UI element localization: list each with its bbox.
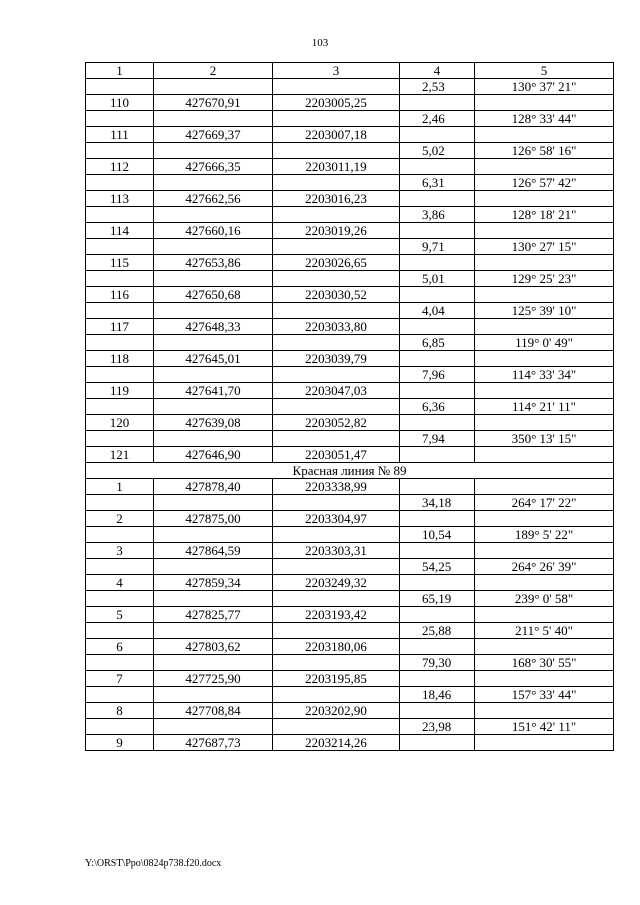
x-coordinate-cell: 427650,68 <box>154 287 273 303</box>
y-coordinate-cell <box>273 271 400 287</box>
y-coordinate-cell: 2203030,52 <box>273 287 400 303</box>
table-row <box>86 255 614 271</box>
y-coordinate-cell <box>273 431 400 447</box>
header-cell: 2 <box>154 63 273 79</box>
x-coordinate-cell: 427864,59 <box>154 543 273 559</box>
point-number-cell <box>86 431 154 447</box>
section-row <box>86 463 614 479</box>
point-number-cell <box>86 591 154 607</box>
x-coordinate-cell: 427669,37 <box>154 127 273 143</box>
x-coordinate-cell <box>154 495 273 511</box>
table-row <box>86 351 614 367</box>
table-row <box>86 447 614 463</box>
header-cell: 4 <box>400 63 475 79</box>
point-number-cell <box>86 367 154 383</box>
bearing-cell <box>475 351 614 367</box>
point-number-cell: 4 <box>86 575 154 591</box>
point-number-cell <box>86 207 154 223</box>
x-coordinate-cell: 427875,00 <box>154 511 273 527</box>
x-coordinate-cell <box>154 239 273 255</box>
x-coordinate-cell: 427645,01 <box>154 351 273 367</box>
y-coordinate-cell: 2203005,25 <box>273 95 400 111</box>
bearing-cell <box>475 607 614 623</box>
x-coordinate-cell: 427660,16 <box>154 223 273 239</box>
y-coordinate-cell: 2203249,32 <box>273 575 400 591</box>
table-row <box>86 399 614 415</box>
point-number-cell: 121 <box>86 447 154 463</box>
bearing-cell <box>475 735 614 751</box>
distance-cell <box>400 95 475 111</box>
table-row <box>86 735 614 751</box>
bearing-cell <box>475 511 614 527</box>
bearing-cell: 350° 13' 15" <box>475 431 614 447</box>
x-coordinate-cell: 427641,70 <box>154 383 273 399</box>
y-coordinate-cell <box>273 111 400 127</box>
bearing-cell: 157° 33' 44" <box>475 687 614 703</box>
table-row <box>86 191 614 207</box>
y-coordinate-cell: 2203338,99 <box>273 479 400 495</box>
y-coordinate-cell: 2203195,85 <box>273 671 400 687</box>
distance-cell <box>400 415 475 431</box>
table-row <box>86 223 614 239</box>
x-coordinate-cell <box>154 655 273 671</box>
point-number-cell: 118 <box>86 351 154 367</box>
x-coordinate-cell: 427825,77 <box>154 607 273 623</box>
point-number-cell: 114 <box>86 223 154 239</box>
table-row <box>86 639 614 655</box>
y-coordinate-cell <box>273 495 400 511</box>
x-coordinate-cell <box>154 591 273 607</box>
table-row <box>86 319 614 335</box>
point-number-cell: 112 <box>86 159 154 175</box>
bearing-cell: 239° 0' 58" <box>475 591 614 607</box>
bearing-cell: 189° 5' 22" <box>475 527 614 543</box>
table-body <box>86 79 614 751</box>
x-coordinate-cell: 427653,86 <box>154 255 273 271</box>
table-row <box>86 415 614 431</box>
table-row <box>86 95 614 111</box>
table-row <box>86 159 614 175</box>
x-coordinate-cell <box>154 143 273 159</box>
y-coordinate-cell: 2203214,26 <box>273 735 400 751</box>
point-number-cell <box>86 271 154 287</box>
section-title: Красная линия № 89 <box>86 463 614 479</box>
y-coordinate-cell: 2203019,26 <box>273 223 400 239</box>
x-coordinate-cell <box>154 79 273 95</box>
table-row <box>86 623 614 639</box>
point-number-cell: 5 <box>86 607 154 623</box>
bearing-cell <box>475 287 614 303</box>
table-row <box>86 607 614 623</box>
distance-cell: 9,71 <box>400 239 475 255</box>
table-row <box>86 79 614 95</box>
bearing-cell: 130° 27' 15" <box>475 239 614 255</box>
x-coordinate-cell: 427639,08 <box>154 415 273 431</box>
y-coordinate-cell <box>273 143 400 159</box>
x-coordinate-cell <box>154 175 273 191</box>
point-number-cell: 119 <box>86 383 154 399</box>
table-row <box>86 335 614 351</box>
bearing-cell <box>475 543 614 559</box>
bearing-cell: 128° 18' 21" <box>475 207 614 223</box>
bearing-cell <box>475 159 614 175</box>
x-coordinate-cell: 427648,33 <box>154 319 273 335</box>
header-cell: 3 <box>273 63 400 79</box>
y-coordinate-cell <box>273 719 400 735</box>
y-coordinate-cell: 2203011,19 <box>273 159 400 175</box>
x-coordinate-cell <box>154 719 273 735</box>
x-coordinate-cell <box>154 271 273 287</box>
point-number-cell <box>86 527 154 543</box>
point-number-cell <box>86 495 154 511</box>
y-coordinate-cell: 2203051,47 <box>273 447 400 463</box>
x-coordinate-cell: 427708,84 <box>154 703 273 719</box>
bearing-cell <box>475 191 614 207</box>
bearing-cell <box>475 447 614 463</box>
bearing-cell <box>475 575 614 591</box>
point-number-cell <box>86 687 154 703</box>
y-coordinate-cell <box>273 335 400 351</box>
header-cell: 1 <box>86 63 154 79</box>
bearing-cell <box>475 639 614 655</box>
point-number-cell: 111 <box>86 127 154 143</box>
x-coordinate-cell <box>154 623 273 639</box>
table-row <box>86 719 614 735</box>
y-coordinate-cell <box>273 175 400 191</box>
x-coordinate-cell <box>154 687 273 703</box>
bearing-cell <box>475 383 614 399</box>
x-coordinate-cell: 427666,35 <box>154 159 273 175</box>
y-coordinate-cell <box>273 623 400 639</box>
bearing-cell <box>475 255 614 271</box>
distance-cell: 18,46 <box>400 687 475 703</box>
bearing-cell: 126° 58' 16" <box>475 143 614 159</box>
table-row <box>86 303 614 319</box>
distance-cell: 7,94 <box>400 431 475 447</box>
point-number-cell <box>86 143 154 159</box>
y-coordinate-cell <box>273 655 400 671</box>
bearing-cell: 125° 39' 10" <box>475 303 614 319</box>
distance-cell <box>400 223 475 239</box>
table-row <box>86 383 614 399</box>
point-number-cell: 2 <box>86 511 154 527</box>
y-coordinate-cell <box>273 399 400 415</box>
table-row <box>86 703 614 719</box>
distance-cell <box>400 607 475 623</box>
y-coordinate-cell <box>273 367 400 383</box>
distance-cell <box>400 383 475 399</box>
point-number-cell <box>86 175 154 191</box>
distance-cell <box>400 671 475 687</box>
bearing-cell: 264° 17' 22" <box>475 495 614 511</box>
y-coordinate-cell <box>273 303 400 319</box>
distance-cell: 34,18 <box>400 495 475 511</box>
table-row <box>86 511 614 527</box>
header-cell: 5 <box>475 63 614 79</box>
y-coordinate-cell: 2203047,03 <box>273 383 400 399</box>
x-coordinate-cell <box>154 335 273 351</box>
table-row <box>86 543 614 559</box>
y-coordinate-cell: 2203193,42 <box>273 607 400 623</box>
distance-cell <box>400 703 475 719</box>
point-number-cell <box>86 111 154 127</box>
distance-cell: 6,36 <box>400 399 475 415</box>
bearing-cell: 128° 33' 44" <box>475 111 614 127</box>
table-row <box>86 671 614 687</box>
point-number-cell <box>86 719 154 735</box>
distance-cell <box>400 479 475 495</box>
distance-cell: 23,98 <box>400 719 475 735</box>
bearing-cell: 151° 42' 11" <box>475 719 614 735</box>
bearing-cell: 168° 30' 55" <box>475 655 614 671</box>
y-coordinate-cell: 2203039,79 <box>273 351 400 367</box>
y-coordinate-cell: 2203303,31 <box>273 543 400 559</box>
point-number-cell <box>86 79 154 95</box>
y-coordinate-cell: 2203033,80 <box>273 319 400 335</box>
bearing-cell: 211° 5' 40" <box>475 623 614 639</box>
point-number-cell <box>86 399 154 415</box>
distance-cell: 2,46 <box>400 111 475 127</box>
point-number-cell <box>86 559 154 575</box>
bearing-cell <box>475 703 614 719</box>
y-coordinate-cell <box>273 79 400 95</box>
point-number-cell: 115 <box>86 255 154 271</box>
y-coordinate-cell <box>273 527 400 543</box>
x-coordinate-cell <box>154 431 273 447</box>
table-row <box>86 655 614 671</box>
y-coordinate-cell: 2203016,23 <box>273 191 400 207</box>
x-coordinate-cell <box>154 367 273 383</box>
y-coordinate-cell <box>273 559 400 575</box>
x-coordinate-cell: 427670,91 <box>154 95 273 111</box>
point-number-cell <box>86 239 154 255</box>
x-coordinate-cell: 427878,40 <box>154 479 273 495</box>
table-row <box>86 143 614 159</box>
table-row <box>86 495 614 511</box>
x-coordinate-cell <box>154 303 273 319</box>
distance-cell: 5,02 <box>400 143 475 159</box>
distance-cell: 54,25 <box>400 559 475 575</box>
y-coordinate-cell <box>273 687 400 703</box>
point-number-cell <box>86 303 154 319</box>
distance-cell <box>400 735 475 751</box>
distance-cell: 25,88 <box>400 623 475 639</box>
x-coordinate-cell <box>154 111 273 127</box>
table-row <box>86 111 614 127</box>
table-row <box>86 559 614 575</box>
x-coordinate-cell <box>154 527 273 543</box>
y-coordinate-cell: 2203007,18 <box>273 127 400 143</box>
point-number-cell: 120 <box>86 415 154 431</box>
distance-cell <box>400 159 475 175</box>
y-coordinate-cell: 2203052,82 <box>273 415 400 431</box>
bearing-cell: 129° 25' 23" <box>475 271 614 287</box>
x-coordinate-cell: 427687,73 <box>154 735 273 751</box>
bearing-cell <box>475 479 614 495</box>
footer-file-path: Y:\ORST\Ppo\0824p738.f20.docx <box>85 858 222 869</box>
point-number-cell: 117 <box>86 319 154 335</box>
table-header-row <box>86 63 614 79</box>
distance-cell <box>400 127 475 143</box>
bearing-cell <box>475 671 614 687</box>
bearing-cell: 264° 26' 39" <box>475 559 614 575</box>
bearing-cell <box>475 415 614 431</box>
y-coordinate-cell: 2203026,65 <box>273 255 400 271</box>
y-coordinate-cell: 2203202,90 <box>273 703 400 719</box>
point-number-cell: 3 <box>86 543 154 559</box>
x-coordinate-cell <box>154 559 273 575</box>
table-row <box>86 207 614 223</box>
x-coordinate-cell: 427859,34 <box>154 575 273 591</box>
point-number-cell: 9 <box>86 735 154 751</box>
table-row <box>86 591 614 607</box>
bearing-cell <box>475 223 614 239</box>
bearing-cell: 126° 57' 42" <box>475 175 614 191</box>
bearing-cell <box>475 127 614 143</box>
table-row <box>86 367 614 383</box>
point-number-cell <box>86 655 154 671</box>
distance-cell <box>400 447 475 463</box>
distance-cell <box>400 543 475 559</box>
bearing-cell <box>475 95 614 111</box>
distance-cell <box>400 511 475 527</box>
table-row <box>86 127 614 143</box>
distance-cell <box>400 191 475 207</box>
table-row <box>86 287 614 303</box>
coordinates-table <box>85 62 614 751</box>
x-coordinate-cell <box>154 399 273 415</box>
distance-cell: 5,01 <box>400 271 475 287</box>
distance-cell: 10,54 <box>400 527 475 543</box>
x-coordinate-cell: 427803,62 <box>154 639 273 655</box>
y-coordinate-cell: 2203304,97 <box>273 511 400 527</box>
distance-cell <box>400 255 475 271</box>
distance-cell: 6,31 <box>400 175 475 191</box>
table-row <box>86 175 614 191</box>
x-coordinate-cell: 427725,90 <box>154 671 273 687</box>
point-number-cell: 6 <box>86 639 154 655</box>
table-row <box>86 687 614 703</box>
table-row <box>86 239 614 255</box>
distance-cell: 6,85 <box>400 335 475 351</box>
bearing-cell: 130° 37' 21" <box>475 79 614 95</box>
point-number-cell: 116 <box>86 287 154 303</box>
y-coordinate-cell <box>273 591 400 607</box>
distance-cell: 7,96 <box>400 367 475 383</box>
point-number-cell <box>86 623 154 639</box>
bearing-cell <box>475 319 614 335</box>
distance-cell: 4,04 <box>400 303 475 319</box>
x-coordinate-cell <box>154 207 273 223</box>
distance-cell: 65,19 <box>400 591 475 607</box>
distance-cell <box>400 575 475 591</box>
y-coordinate-cell <box>273 207 400 223</box>
distance-cell <box>400 351 475 367</box>
distance-cell <box>400 319 475 335</box>
distance-cell <box>400 639 475 655</box>
distance-cell: 2,53 <box>400 79 475 95</box>
table-row <box>86 271 614 287</box>
point-number-cell: 8 <box>86 703 154 719</box>
table-row <box>86 575 614 591</box>
point-number-cell: 113 <box>86 191 154 207</box>
y-coordinate-cell: 2203180,06 <box>273 639 400 655</box>
distance-cell: 79,30 <box>400 655 475 671</box>
bearing-cell: 119° 0' 49" <box>475 335 614 351</box>
distance-cell <box>400 287 475 303</box>
distance-cell: 3,86 <box>400 207 475 223</box>
bearing-cell: 114° 21' 11" <box>475 399 614 415</box>
point-number-cell: 7 <box>86 671 154 687</box>
point-number-cell <box>86 335 154 351</box>
table-row <box>86 431 614 447</box>
page-number: 103 <box>311 37 329 49</box>
point-number-cell: 1 <box>86 479 154 495</box>
y-coordinate-cell <box>273 239 400 255</box>
point-number-cell: 110 <box>86 95 154 111</box>
table-row <box>86 479 614 495</box>
table-row <box>86 527 614 543</box>
bearing-cell: 114° 33' 34" <box>475 367 614 383</box>
x-coordinate-cell: 427646,90 <box>154 447 273 463</box>
x-coordinate-cell: 427662,56 <box>154 191 273 207</box>
